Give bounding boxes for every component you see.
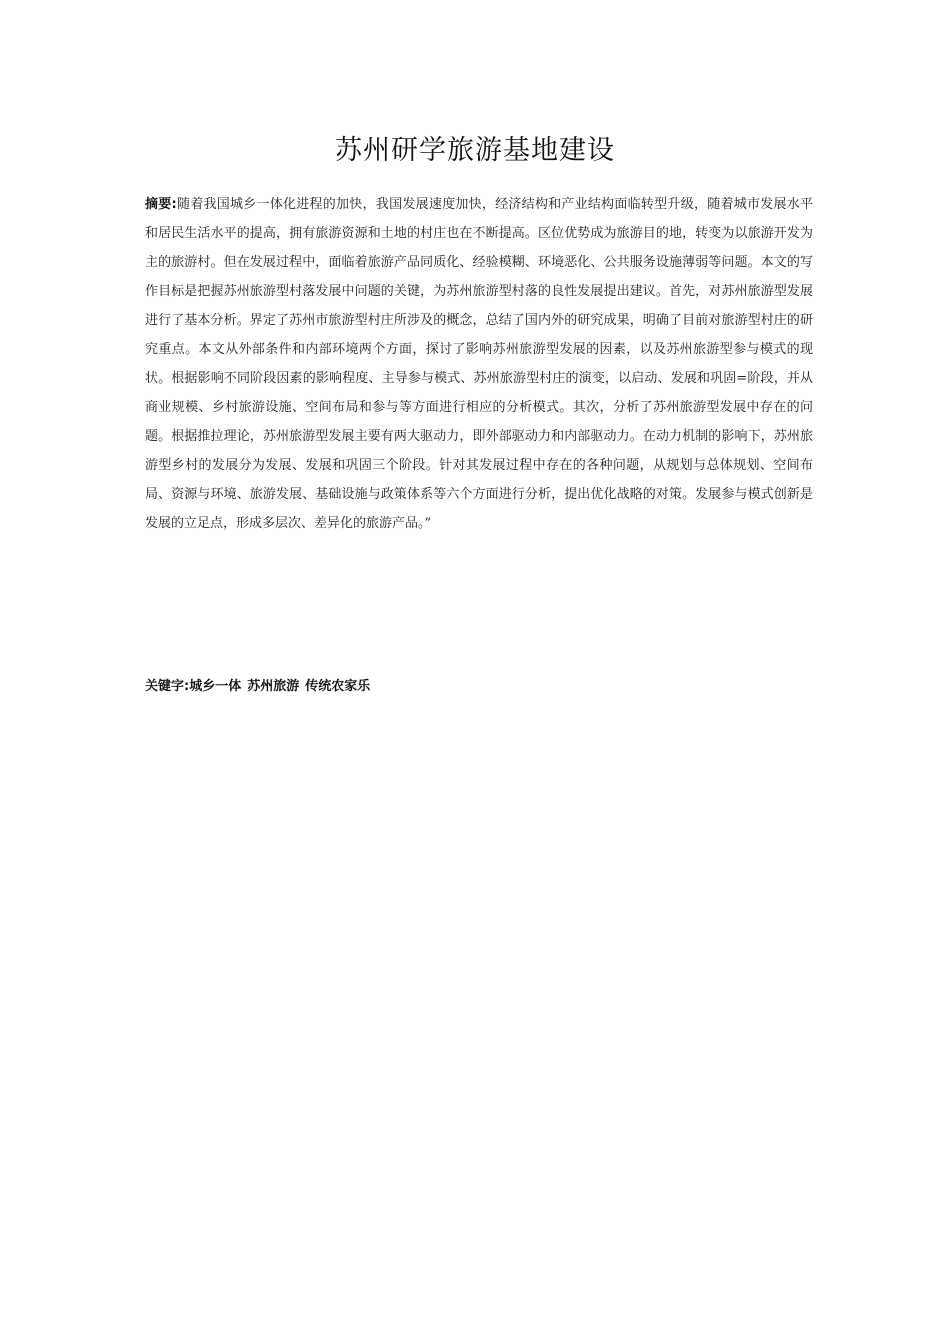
keyword-item: 苏州旅游 <box>247 679 300 694</box>
keywords-line <box>145 673 813 701</box>
document-title: 苏州研学旅游基地建设 <box>335 135 615 166</box>
keyword-item: 城乡一体 <box>189 679 242 694</box>
abstract-text: 随着我国城乡一体化进程的加快，我国发展速度加快，经济结构和产业结构面临转型升级，随着城市发展水平和居民生活水平的提高，拥有旅游资源和土地的村庄也在不断提高。区位优势成为旅游目的地，转变为以旅游开发为主的旅游村。但在发展过程中，面临着旅游产品同质化、经验模糊、环境恶化、公共服务设施薄弱等问题。本文的写作目标是把握苏州旅游型村落发展中问题的关键，为苏州旅游型村落的良性发展提出建议。首先，对苏州旅游型发展进行了基本分析。界定了苏州市旅游型村庄所涉及的概念，总结了国内外的研究成果，明确了目前对旅游型村庄的研究重点。本文从外部条件和内部环境两个方面，探讨了影响苏州旅游型发展的因素，以及苏州旅游型参与模式的现状。根据影响不同阶段因素的影响程度、主导参与模式、苏州旅游型村庄的演变，以启动、发展和巩固=阶段，并从商业规模、乡村旅游设施、空间布局和参与等方面进行相应的分析模式。其次，分析了苏州旅游型发展中存在的问题。根据推拉理论，苏州旅游型发展主要有两大驱动力，即外部驱动力和内部驱动力。在动力机制的影响下，苏州旅游型乡村的发展分为发展、发展和巩固三个阶段。针对其发展过程中存在的各种问题，从规划与总体规划、空间布局、资源与环境、旅游发展、基础设施与政策体系等六个方面进行分析，提出优化战略的对策。发展参与模式创新是发展的立足点，形成多层次、差异化的旅游产品。” <box>145 197 813 531</box>
abstract-paragraph <box>145 190 813 538</box>
keyword-item: 传统农家乐 <box>305 679 371 694</box>
abstract-label: 摘要: <box>145 197 177 212</box>
keywords-label: 关键字: <box>145 679 190 694</box>
